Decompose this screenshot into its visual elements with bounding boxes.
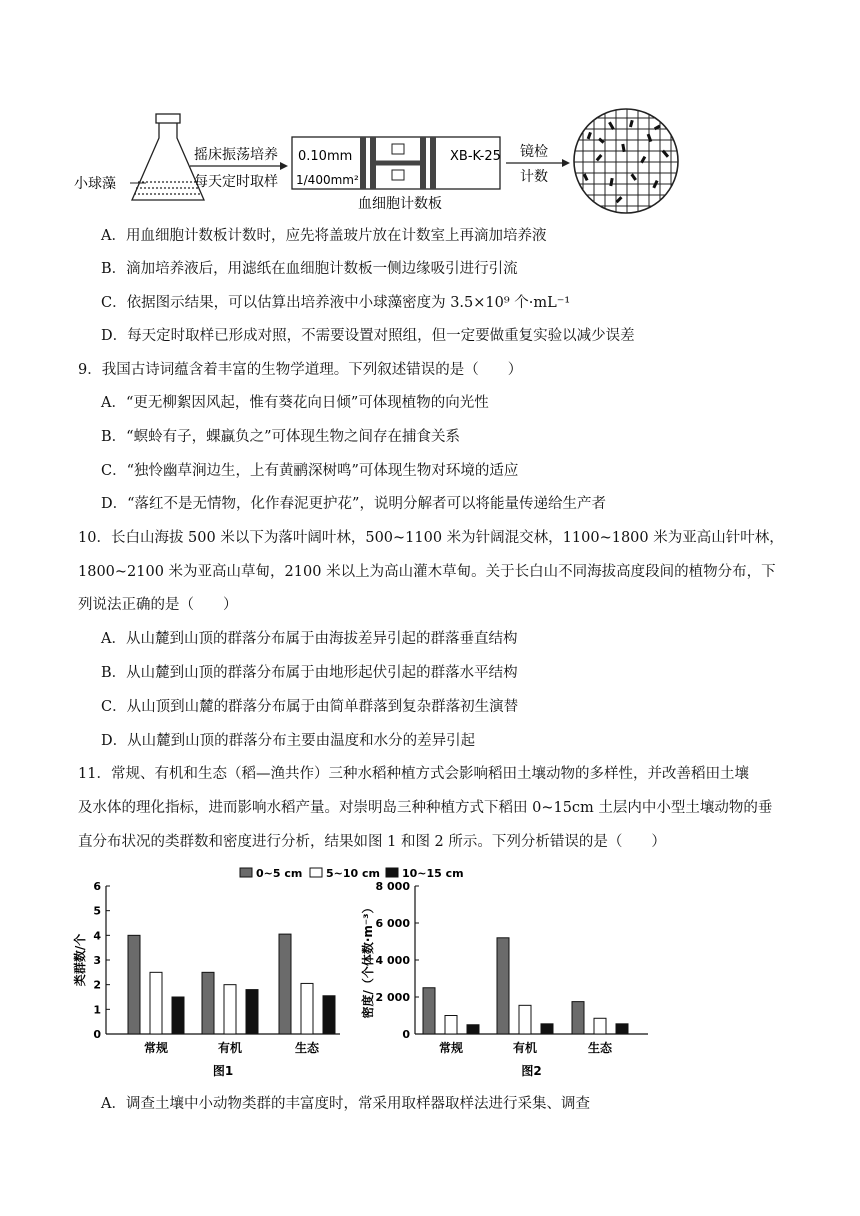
q10-option-c: C．从山顶到山麓的群落分布属于由简单群落到复杂群落初生演替 bbox=[101, 699, 519, 715]
bar-1-1 bbox=[224, 985, 236, 1034]
bar-2-1 bbox=[541, 1024, 553, 1034]
q11-stem-line1: 11．常规、有机和生态（稻—渔共作）三种水稻种植方式会影响稻田土壤动物的多样性，并改善稻田土壤 bbox=[78, 766, 749, 782]
category-label: 常规 bbox=[143, 1041, 169, 1055]
category-label: 生态 bbox=[587, 1041, 613, 1055]
chart-1 bbox=[72, 880, 340, 1078]
q8-option-b: B．滴加培养液后，用滤纸在血细胞计数板一侧边缘吸引进行引流 bbox=[101, 261, 518, 277]
y-tick-label: 1 bbox=[93, 1003, 101, 1017]
bar-0-1 bbox=[497, 938, 509, 1034]
q11-stem-line3: 直分布状况的类群数和密度进行分析，结果如图 1 和图 2 所示。下列分析错误的是（ ） bbox=[78, 834, 666, 850]
bar-0-2 bbox=[572, 1002, 584, 1034]
microscope-view bbox=[574, 108, 680, 218]
y-tick-label: 8 000 bbox=[375, 880, 410, 893]
y-tick-label: 4 bbox=[93, 929, 101, 943]
y-tick-label: 0 bbox=[93, 1028, 101, 1041]
bar-0-2 bbox=[279, 934, 291, 1034]
chart-title: 图2 bbox=[521, 1064, 542, 1078]
y-axis-label: 类群数/个 bbox=[73, 933, 87, 987]
y-tick-label: 0 bbox=[402, 1028, 410, 1041]
y-tick-label: 4 000 bbox=[375, 954, 410, 967]
arrow1-bottom-label: 每天定时取样 bbox=[194, 174, 278, 190]
q11-stem-line2: 及水体的理化指标，进而影响水稻产量。对崇明岛三种种植方式下稻田 0~15cm 土层内中小型土壤动物的垂 bbox=[78, 800, 773, 816]
category-label: 生态 bbox=[294, 1041, 320, 1055]
algae-label: 小球藻 bbox=[74, 176, 116, 192]
chart-legend bbox=[240, 867, 464, 880]
q9-stem: 9．我国古诗词蕴含着丰富的生物学道理。下列叙述错误的是（ ） bbox=[78, 362, 523, 378]
q10-stem-line2: 1800~2100 米为亚高山草甸，2100 米以上为高山灌木草甸。关于长白山不同海拔高度段间的植物分布，下 bbox=[78, 564, 776, 580]
slide-area: 1/400mm² bbox=[296, 173, 359, 187]
bar-2-1 bbox=[246, 990, 258, 1034]
bar-2-0 bbox=[467, 1025, 479, 1034]
q9-option-d: D．“落红不是无情物，化作春泥更护花”，说明分解者可以将能量传递给生产者 bbox=[101, 496, 606, 512]
bar-2-0 bbox=[172, 997, 184, 1034]
legend-swatch-0 bbox=[240, 868, 252, 877]
legend-label-0: 0~5 cm bbox=[256, 867, 303, 880]
category-label: 有机 bbox=[217, 1041, 243, 1055]
category-label: 有机 bbox=[512, 1041, 538, 1055]
arrow2-bottom-label: 计数 bbox=[520, 169, 548, 185]
bar-2-2 bbox=[616, 1024, 628, 1034]
bar-1-2 bbox=[301, 983, 313, 1034]
bar-0-1 bbox=[202, 972, 214, 1034]
bar-0-0 bbox=[423, 988, 435, 1034]
q8-option-d: D．每天定时取样已形成对照，不需要设置对照组，但一定要做重复实验以减少误差 bbox=[101, 328, 635, 344]
q10-option-b: B．从山麓到山顶的群落分布属于由地形起伏引起的群落水平结构 bbox=[101, 665, 518, 681]
q10-stem-line3: 列说法正确的是（ ） bbox=[78, 597, 238, 613]
slide-model: XB-K-25 bbox=[450, 149, 501, 164]
slide-caption: 血细胞计数板 bbox=[358, 196, 442, 212]
category-label: 常规 bbox=[438, 1041, 464, 1055]
y-tick-label: 3 bbox=[93, 954, 101, 967]
q11-option-a: A．调查土壤中小动物类群的丰富度时，常采用取样器取样法进行采集、调查 bbox=[101, 1096, 590, 1112]
y-tick-label: 2 bbox=[93, 978, 101, 992]
slide-depth: 0.10mm bbox=[298, 149, 353, 164]
q8-option-a: A．用血细胞计数板计数时，应先将盖玻片放在计数室上再滴加培养液 bbox=[101, 228, 547, 244]
q9-option-b: B．“螟蛉有子，蜾蠃负之”可体现生物之间存在捕食关系 bbox=[101, 429, 460, 445]
bar-1-0 bbox=[445, 1016, 457, 1035]
bar-1-2 bbox=[594, 1018, 606, 1034]
bar-2-2 bbox=[323, 996, 335, 1034]
y-tick-label: 2 000 bbox=[375, 991, 410, 1004]
legend-label-1: 5~10 cm bbox=[326, 867, 380, 880]
bar-0-0 bbox=[128, 935, 140, 1034]
bar-1-0 bbox=[150, 972, 162, 1034]
q10-stem-line1: 10．长白山海拔 500 米以下为落叶阔叶林，500~1100 米为针阔混交林，1100~1800 米为亚高山针叶林， bbox=[78, 530, 784, 546]
q10-option-d: D．从山麓到山顶的群落分布主要由温度和水分的差异引起 bbox=[101, 733, 476, 749]
y-tick-label: 6 000 bbox=[375, 917, 410, 930]
legend-label-2: 10~15 cm bbox=[402, 867, 464, 880]
chart-2 bbox=[360, 880, 648, 1078]
legend-swatch-1 bbox=[310, 868, 322, 877]
arrow1-top-label: 摇床振荡培养 bbox=[194, 147, 278, 163]
bar-1-1 bbox=[519, 1005, 531, 1034]
q8-option-c: C．依据图示结果，可以估算出培养液中小球藻密度为 3.5×10⁹ 个·mL⁻¹ bbox=[101, 295, 571, 311]
y-tick-label: 5 bbox=[93, 904, 101, 918]
charts-figure bbox=[70, 862, 670, 1080]
q9-option-c: C．“独怜幽草涧边生，上有黄鹂深树鸣”可体现生物对环境的适应 bbox=[101, 463, 519, 479]
chart-title: 图1 bbox=[212, 1064, 234, 1078]
legend-swatch-2 bbox=[386, 868, 398, 877]
y-tick-label: 6 bbox=[93, 880, 101, 893]
q10-option-a: A．从山麓到山顶的群落分布属于由海拔差异引起的群落垂直结构 bbox=[101, 631, 518, 647]
hemocytometer-figure bbox=[70, 108, 710, 218]
q9-option-a: A．“更无柳絮因风起，惟有葵花向日倾”可体现植物的向光性 bbox=[101, 395, 489, 411]
arrow2-top-label: 镜检 bbox=[520, 144, 548, 160]
y-axis-label: 密度/（个体数·m⁻³） bbox=[361, 901, 375, 1019]
